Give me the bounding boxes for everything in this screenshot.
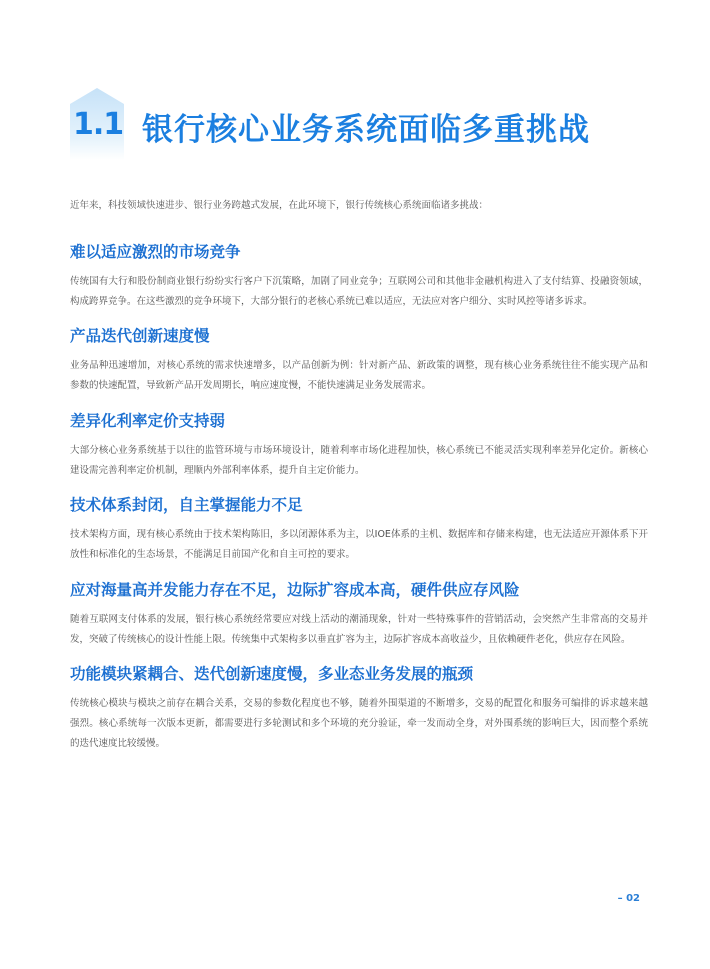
section-body: 大部分核心业务系统基于以往的监管环境与市场环境设计，随着利率市场化进程加快，核心系统已不能灵活实现利率差异化定价。新核心建设需完善利率定价机制，理顺内外部利率体系，提升自主定价能力。 [70, 445, 648, 476]
page-title: 银行核心业务系统面临多重挑战 [142, 112, 590, 148]
challenge-section-4 [70, 493, 648, 565]
section-heading: 产品迭代创新速度慢 [70, 327, 210, 345]
challenge-section-6 [70, 662, 648, 754]
challenge-section-3 [70, 409, 648, 481]
intro-paragraph: 近年来，科技领域快速进步、银行业务跨越式发展，在此环境下，银行传统核心系统面临诸多挑战： [70, 200, 489, 211]
page-number: – 02 [617, 893, 640, 904]
section-body: 业务品种迅速增加，对核心系统的需求快速增多，以产品创新为例：针对新产品、新政策的调整，现有核心业务系统往往不能实现产品和参数的快速配置，导致新产品开发周期长，响应速度慢，不能快速满足业务发展需求。 [70, 360, 648, 391]
section-number: 1.1 [73, 107, 124, 142]
challenge-section-2 [70, 324, 648, 396]
section-body: 传统国有大行和股份制商业银行纷纷实行客户下沉策略，加剧了同业竞争；互联网公司和其他非金融机构进入了支付结算、投融资领域，构成跨界竞争。在这些激烈的竞争环境下，大部分银行的老核心系统已难以适应，无法应对客户细分、实时风控等诸多诉求。 [70, 276, 648, 307]
section-body: 传统核心模块与模块之前存在耦合关系，交易的参数化程度也不够，随着外围渠道的不断增多，交易的配置化和服务可编排的诉求越来越强烈。核心系统每一次版本更新，都需要进行多轮测试和多个环境的充分验证，牵一发而动全身，对外围系统的影响巨大，因而整个系统的迭代速度比较缓慢。 [70, 698, 648, 749]
section-heading: 应对海量高并发能力存在不足，边际扩容成本高，硬件供应存风险 [70, 581, 520, 599]
section-heading: 难以适应激烈的市场竞争 [70, 243, 241, 261]
section-heading: 功能模块紧耦合、迭代创新速度慢，多业态业务发展的瓶颈 [70, 665, 474, 683]
section-heading: 差异化利率定价支持弱 [70, 412, 226, 430]
section-heading: 技术体系封闭，自主掌握能力不足 [70, 496, 303, 514]
section-body: 随着互联网支付体系的发展，银行核心系统经常要应对线上活动的潮涌现象，针对一些特殊事件的营销活动，会突然产生非常高的交易并发，突破了传统核心的设计性能上限。传统集中式架构多以垂直扩容为主，边际扩容成本高收益少，且依赖硬件老化，供应存在风险。 [70, 614, 648, 645]
challenge-section-1 [70, 240, 648, 312]
challenge-section-5 [70, 578, 648, 650]
section-body: 技术架构方面，现有核心系统由于技术架构陈旧，多以闭源体系为主，以IOE体系的主机、数据库和存储来构建，也无法适应开源体系下开放性和标准化的生态场景，不能满足目前国产化和自主可控的要求。 [70, 529, 648, 560]
